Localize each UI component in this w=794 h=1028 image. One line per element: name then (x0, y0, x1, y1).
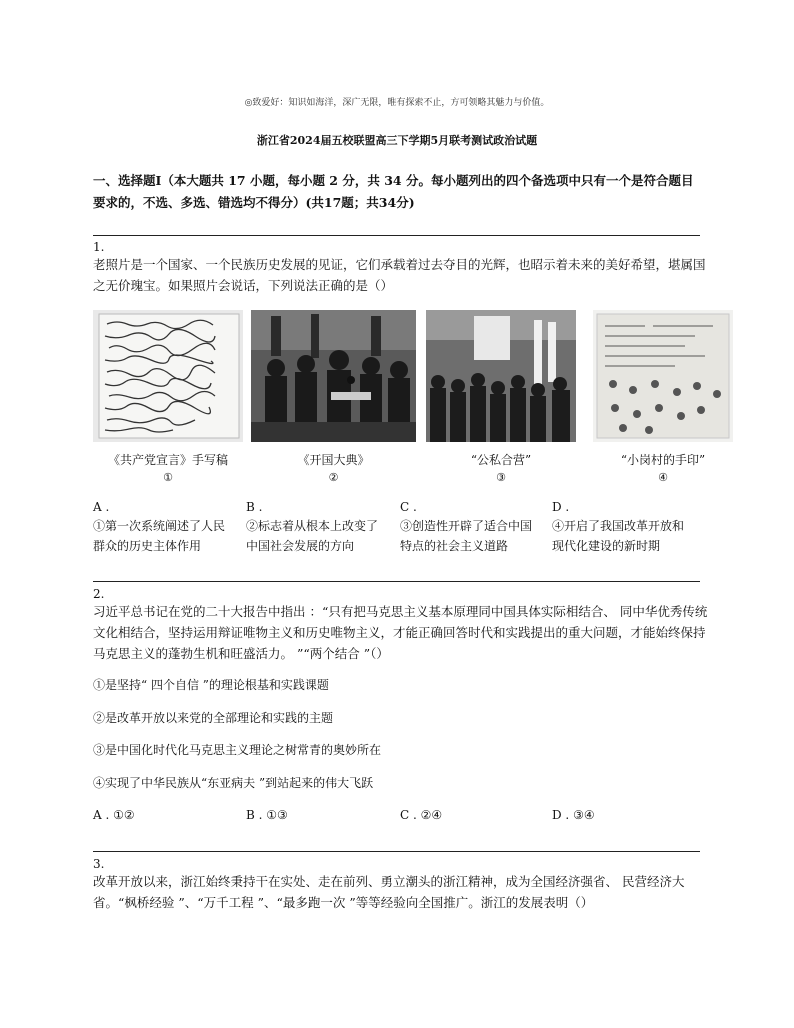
question-number: 1. (93, 240, 105, 254)
option-text[interactable]: ③创造性开辟了适合中国特点的社会主义道路 (400, 519, 533, 553)
statement-item: ④实现了中华民族从“东亚病夫 ”到站起来的伟大飞跃 (93, 776, 374, 790)
option-text[interactable]: ②标志着从根本上改变了中国社会发展的方向 (246, 519, 379, 553)
option-letter[interactable]: B . (246, 500, 263, 514)
question-stem: 老照片是一个国家、一个民族历史发展的见证，它们承载着过去夺目的光辉，也昭示着未来的美好希望，堪属国之无价瑰宝。如果照片会说话，下列说法正确的是（） (93, 257, 706, 293)
caption-number: ④ (658, 471, 668, 484)
paper-title: 浙江省2024届五校联盟高三下学期5月联考测试政治试题 (256, 134, 538, 147)
xiaogang-handprint-image (593, 310, 733, 442)
caption-text: 《开国大典》 (297, 453, 370, 467)
caption-text: “小岗村的手印” (620, 453, 706, 467)
option-text[interactable]: ④开启了我国改革开放和现代化建设的新时期 (552, 519, 685, 553)
answer-option[interactable]: B . ①③ (246, 808, 288, 822)
motto-line: ◎致爱好：知识如海洋，深广无限，唯有探索不止，方可领略其魅力与价值。 (244, 98, 550, 108)
caption-number: ① (163, 471, 173, 484)
founding-ceremony-image (251, 310, 416, 442)
statement-item: ①是坚持“ 四个自信 ”的理论根基和实践课题 (93, 678, 329, 692)
option-text[interactable]: ①第一次系统阐述了人民群众的历史主体作用 (93, 519, 226, 553)
caption-text: 《共产党宣言》手写稿 (107, 453, 228, 467)
statement-item: ②是改革开放以来党的全部理论和实践的主题 (93, 711, 334, 725)
question-number: 3. (93, 857, 105, 871)
answer-option[interactable]: C . ②④ (400, 808, 443, 822)
answer-option[interactable]: D . ③④ (552, 808, 595, 822)
option-letter[interactable]: A . (93, 500, 110, 514)
photo-caption (88, 451, 248, 487)
section-heading: 一、选择题Ⅰ（本大题共 17 小题，每小题 2 分，共 34 分。每小题列出的四个备选项中只有一个是符合题目要求的，不选、多选、错选均不得分）(共17题；共34分) (93, 173, 694, 210)
divider (93, 235, 700, 236)
question-stem: 习近平总书记在党的二十大报告中指出 ：“只有把马克思主义基本原理同中国具体实际相结合、 同中华优秀传统文化相结合，坚持运用辩证唯物主义和历史唯物主义，才能正确回答时代和实践提出的重大问题，才能始终保持马克思主义的蓬勃生机和旺盛活力。 ”“两个结合 ”（） (93, 604, 708, 661)
statement-item: ③是中国化时代化马克思主义理论之树常青的奥妙所在 (93, 743, 382, 757)
question-number: 2. (93, 587, 105, 601)
photo-caption (426, 451, 576, 487)
option-letter[interactable]: D . (552, 500, 570, 514)
divider (93, 851, 700, 852)
option-letter[interactable]: C . (400, 500, 417, 514)
caption-number: ③ (496, 471, 506, 484)
photo-caption (593, 451, 733, 487)
public-private-partnership-image (426, 310, 576, 442)
divider (93, 581, 700, 582)
photo-caption (251, 451, 416, 487)
manifesto-manuscript-image (93, 310, 243, 442)
caption-number: ② (328, 471, 339, 484)
question-stem: 改革开放以来，浙江始终秉持干在实处、走在前列、勇立潮头的浙江精神，成为全国经济强省、 民营经济大省。“枫桥经验 ”、“万千工程 ”、“最多跑一次 ”等等经验向全国推广。浙江的发展表明（） (93, 874, 685, 910)
answer-option[interactable]: A . ①② (93, 808, 135, 822)
caption-text: “公私合营” (470, 453, 532, 467)
